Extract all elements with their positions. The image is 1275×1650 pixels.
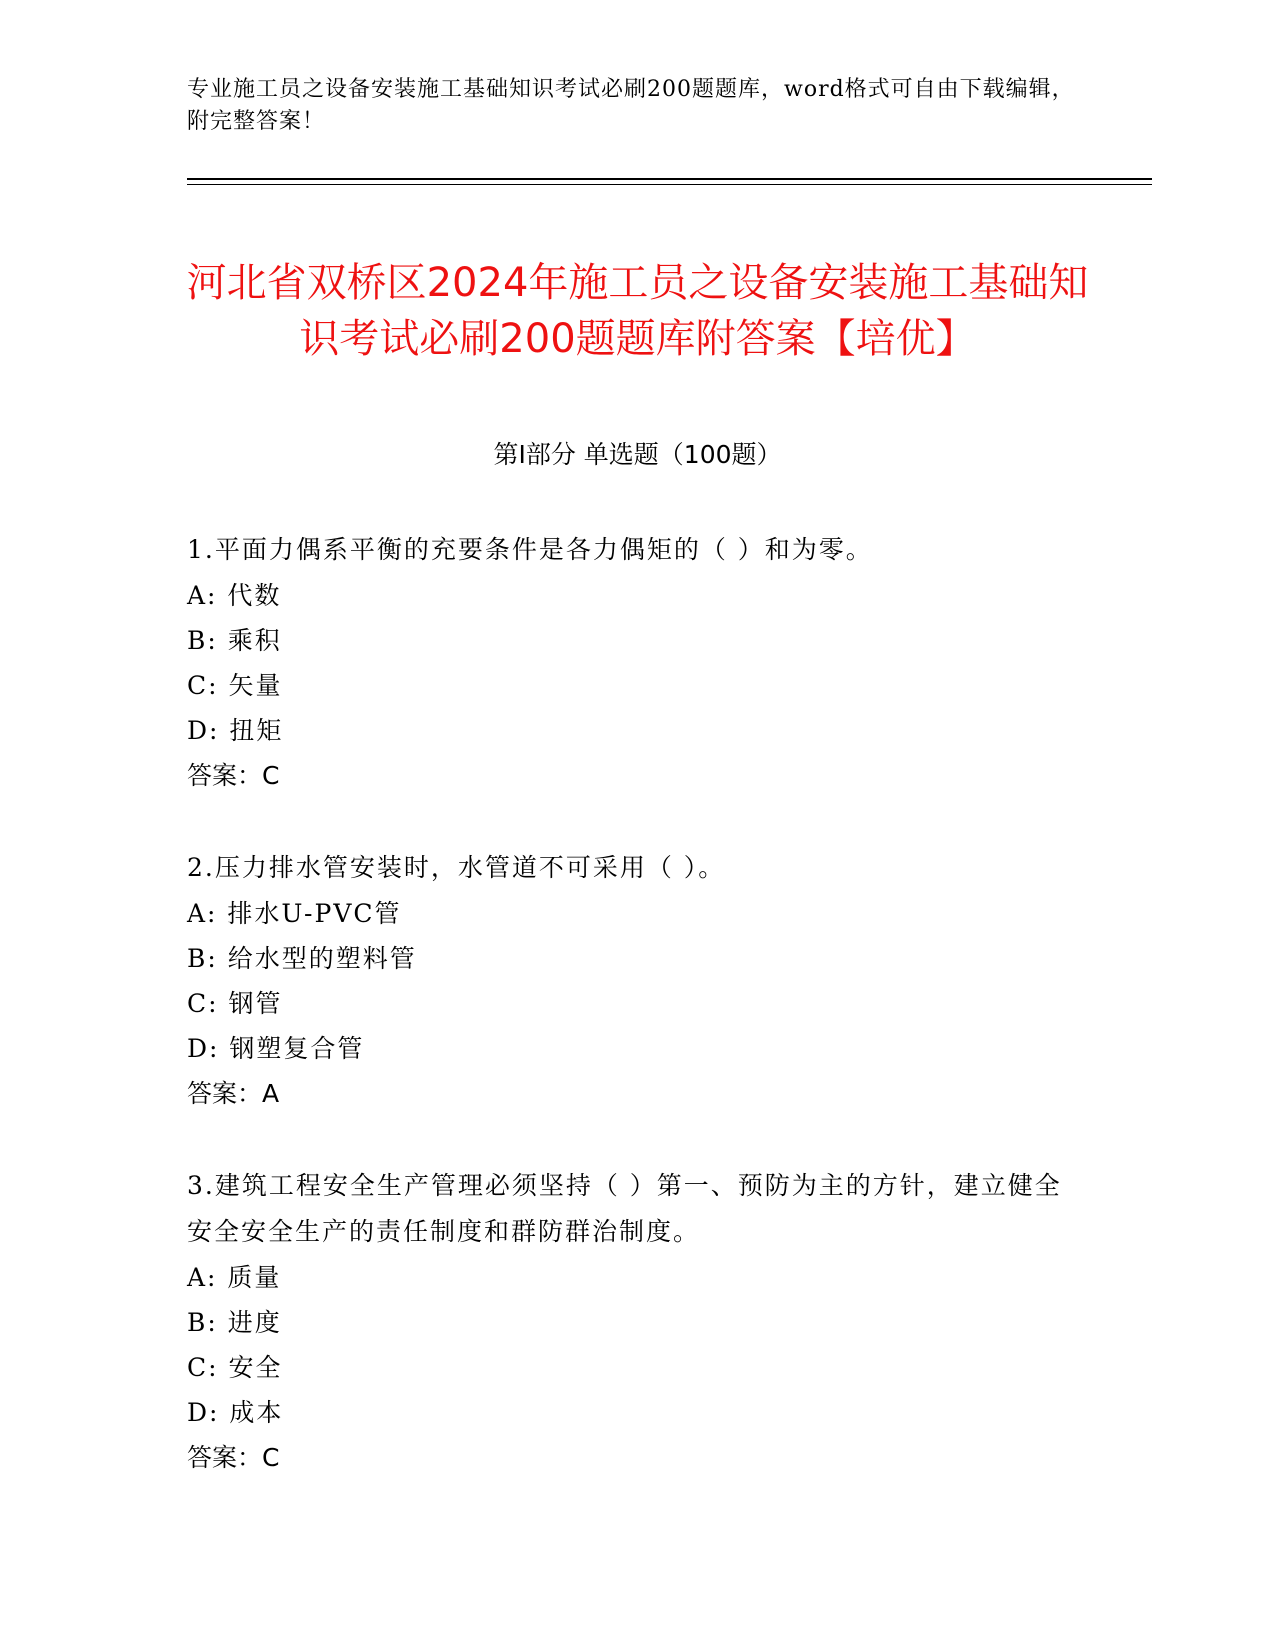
question-1 — [187, 527, 1087, 798]
option-c: C: 钢管 — [187, 989, 283, 1018]
option-d: D: 钢塑复合管 — [187, 1034, 365, 1063]
option-b: B: 进度 — [187, 1308, 282, 1337]
option-a: A: 排水U-PVC管 — [187, 899, 402, 928]
answer: 答案：C — [187, 1443, 280, 1472]
option-c: C: 安全 — [187, 1353, 283, 1382]
option-b: B: 给水型的塑料管 — [187, 944, 417, 973]
option-c: C: 矢量 — [187, 671, 283, 700]
question-2 — [187, 845, 1087, 1116]
answer: 答案：A — [187, 1079, 280, 1108]
option-a: A: 质量 — [187, 1263, 282, 1292]
header-rule-thick — [187, 178, 1152, 180]
option-a: A: 代数 — [187, 581, 282, 610]
header-rule-thin — [187, 184, 1152, 185]
option-d: D: 扭矩 — [187, 716, 284, 745]
answer: 答案：C — [187, 761, 280, 790]
header-note: 专业施工员之设备安装施工基础知识考试必刷200题题库，word格式可自由下载编辑，附完整答案！ — [187, 77, 1075, 134]
question-stem: 3.建筑工程安全生产管理必须坚持（ ）第一、预防为主的方针，建立健全安全安全生产的责任制度和群防群治制度。 — [187, 1171, 1062, 1246]
document-title: 河北省双桥区2024年施工员之设备安装施工基础知识考试必刷200题题库附答案【培优】 — [186, 259, 1089, 362]
question-stem: 1.平面力偶系平衡的充要条件是各力偶矩的（ ）和为零。 — [187, 535, 873, 564]
question-stem: 2.压力排水管安装时，水管道不可采用（ ）。 — [187, 853, 726, 882]
section-heading: 第Ⅰ部分 单选题（100题） — [493, 440, 782, 469]
option-b: B: 乘积 — [187, 626, 282, 655]
question-3 — [187, 1163, 1087, 1480]
option-d: D: 成本 — [187, 1398, 284, 1427]
